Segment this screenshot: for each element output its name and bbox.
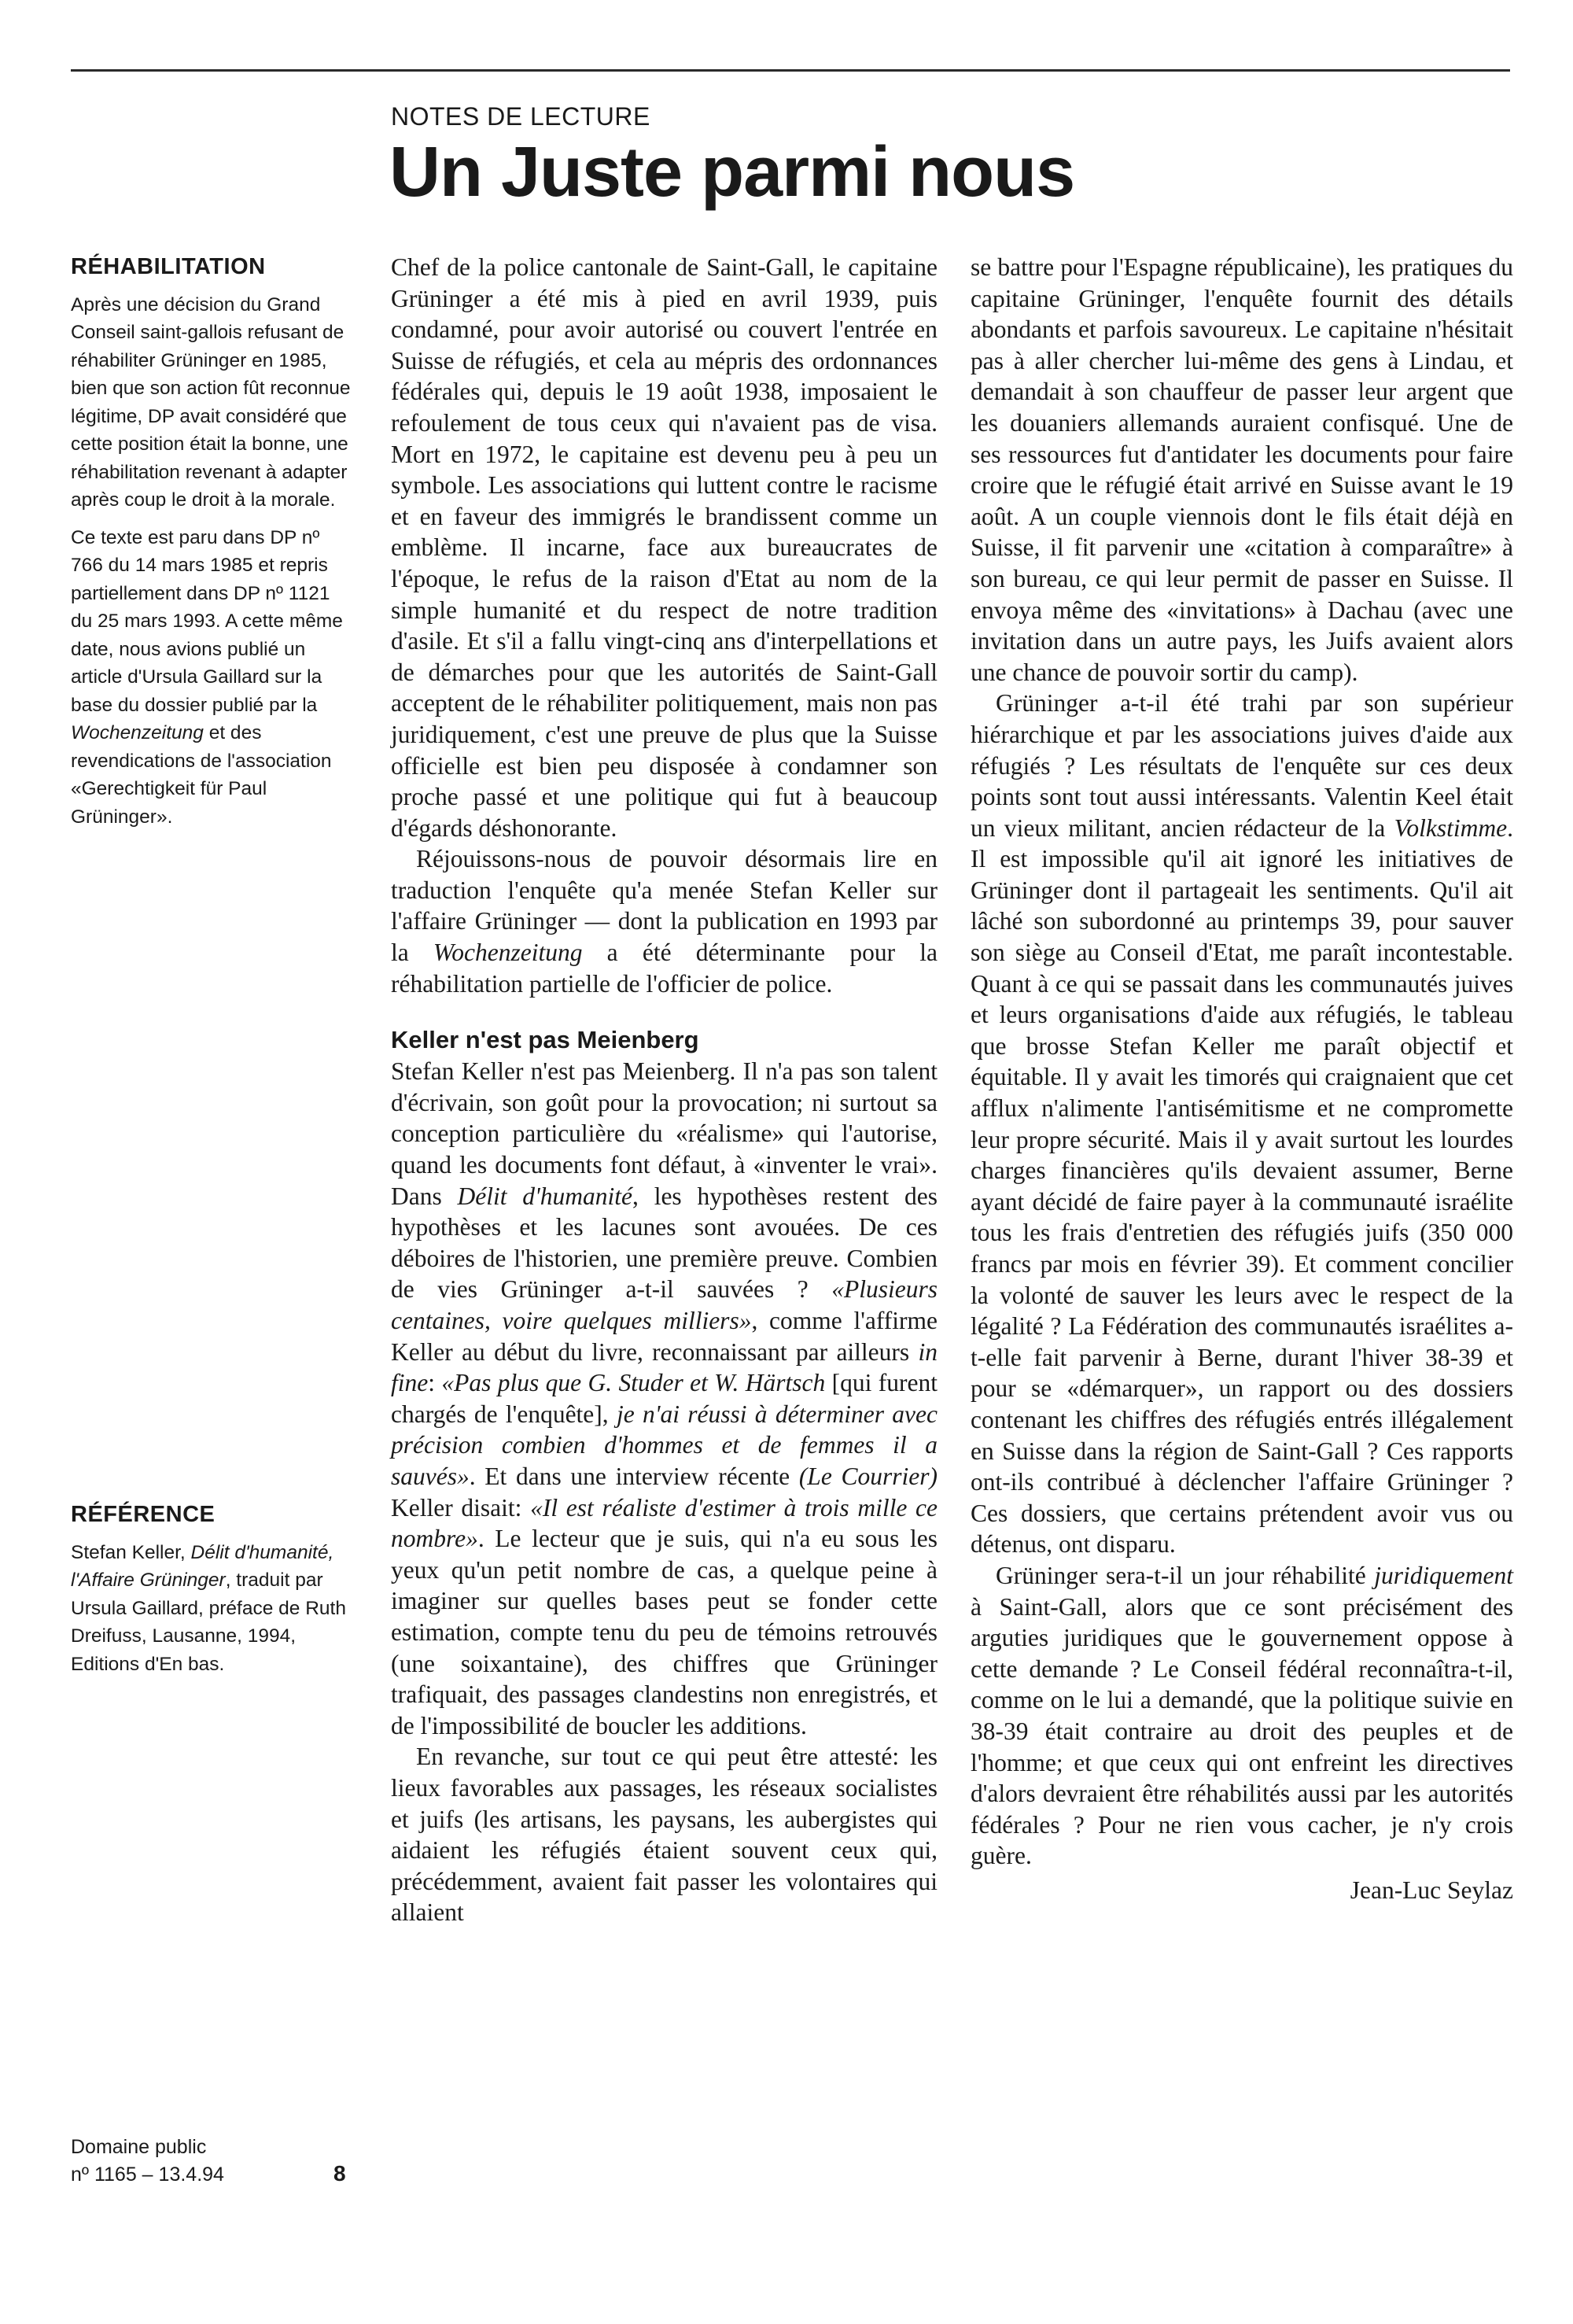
article-paragraph-2: Réjouissons-nous de pouvoir désormais lire en traduction l'enquête qu'a menée Stefan Keller sur l'affaire Grüninger — dont la publication en 1993 par la Wochenzeitung a été déterminante pour la réhabilitation partielle de l'officier de police. [391, 845, 938, 998]
issue-number: nº 1165 – 13.4.94 [71, 2164, 224, 2186]
page-number: 8 [333, 2161, 346, 2186]
rehabilitation-paragraph-1: Après une décision du Grand Conseil saint-gallois refusant de réhabiliter Grüninger en 1985, bien que son action fût reconnue légitime, DP avait considéré que cette position était la bonne, une réhabilitation revenant à adapter après coup le droit à la morale. [71, 293, 351, 511]
article-paragraph-6: Grüninger a-t-il été trahi par son supérieur hiérarchique et par les associations juives d'aide aux réfugiés ? Les résultats de l'enquête sur ces deux points sont tout aussi intéressants. Valentin Keel était un vieux militant, ancien rédacteur de la Volkstimme. Il est impossible qu'il ait ignoré les initiatives de Grüninger dont il partageait les sentiments. Qu'il ait lâché son subordonné au printemps 39, pour sauver son siège au Conseil d'Etat, me paraît incontestable. Quant à ce qui se passait dans les communautés juives et leurs organisations d'aide aux réfugiés, le tableau que brosse Stefan Keller me paraît objectif et équitable. Il y avait les timorés qui craignaient que cet afflux n'alimente l'antisémitisme et ne compromette leur propre sécurité. Mais il y avait surtout les lourdes charges financières qu'ils devaient assumer, Berne ayant décidé de faire payer à la communauté israélite tous les frais d'entretien des réfugiés juifs (350 000 francs par mois en février 39). Et comment concilier la volonté de sauver les leurs avec le respect de la légalité ? La Fédération des communautés israélites a-t-elle fait parvenir à Berne, durant l'hiver 38-39 et pour se «démarquer», un rapport ou des dossiers contenant les chiffres des réfugiés entrés illégalement en Suisse dans la région de Saint-Gall ? Ces rapports ont-ils contribué à déclencher l'affaire Grüninger ? Ces dossiers, que certains prétendent avoir vus ou détenus, ont disparu. [971, 689, 1513, 1559]
rehabilitation-paragraph-2: Ce texte est paru dans DP nº 766 du 14 mars 1985 et repris partiellement dans DP nº 1121 du 25 mars 1993. A cette même date, nous avions publié un article d'Ursula Gaillard sur la base du dossier publié par la Wochenzeitung et des revendications de l'association «Gerechtigkeit für Paul Grüninger». [71, 526, 343, 828]
footer-publication [71, 2134, 224, 2189]
section-kicker: NOTES DE LECTURE [391, 102, 650, 131]
reference-text: Stefan Keller, Délit d'humanité, l'Affaire Grüninger, traduit par Ursula Gaillard, préface de Ruth Dreifuss, Lausanne, 1994, Editions d'En bas. [71, 1541, 346, 1675]
article-column-2 [971, 252, 1513, 1905]
sidebar-reference [71, 1501, 354, 1688]
article-title: Un Juste parmi nous [389, 133, 1075, 212]
reference-heading: RÉFÉRENCE [71, 1502, 216, 1527]
author-signature: Jean-Luc Seylaz [1350, 1876, 1513, 1904]
article-paragraph-3: Stefan Keller n'est pas Meienberg. Il n'a pas son talent d'écrivain, son goût pour la provocation; ni surtout sa conception particulière du «réalisme» qui l'autorise, quand les documents font défaut, à «inventer le vrai». Dans Délit d'humanité, les hypothèses restent des hypothèses et les lacunes sont avouées. De ces déboires de l'historien, une première preuve. Combien de vies Grüninger a-t-il sauvées ? «Plusieurs centaines, voire quelques milliers», comme l'affirme Keller au début du livre, reconnaissant par ailleurs in fine: «Pas plus que G. Studer et W. Härtsch [qui furent chargés de l'enquête], je n'ai réussi à déterminer avec précision combien d'hommes et de femmes il a sauvés». Et dans une interview récente (Le Courrier) Keller disait: «Il est réaliste d'estimer à trois mille ce nombre». Le lecteur que je suis, qui n'a eu sous les yeux qu'un petit nombre de cas, a quelque peine à imaginer sur quelles bases peut se fonder cette estimation, compte tenu du peu de témoins retrouvés (une soixantaine), des chiffres que Grüninger trafiquait, des passages clandestins non enregistrés, et de l'impossibilité de boucler les additions. [391, 1057, 938, 1739]
article-paragraph-5: se battre pour l'Espagne républicaine), les pratiques du capitaine Grüninger, l'enquête fournit des détails abondants et parfois savoureux. Le capitaine n'hésitait pas à aller chercher lui-même des gens à Lindau, et demandait à son chauffeur de passer leur argent que les douaniers allemands auraient confisqué. Une de ses ressources fut d'antidater les documents pour faire croire que le réfugié était arrivé en Suisse avant le 19 août. A un couple viennois dont le fils était déjà en Suisse, il fit parvenir une «citation à comparaître» à son bureau, ce qui leur permit de passer en Suisse. Il envoya même des «invitations» à Dachau (avec une invitation dans un autre pays, les Juifs avaient alors une chance de pouvoir sortir du camp). [971, 253, 1513, 686]
article-paragraph-1: Chef de la police cantonale de Saint-Gall, le capitaine Grüninger a été mis à pied en avril 1939, puis condamné, pour avoir autorisé ou couvert l'entrée en Suisse de réfugiés, et cela au mépris des ordonnances fédérales qui, depuis le 19 août 1938, imposaient le refoulement de tous ceux qui n'avaient pas de visa. Mort en 1972, le capitaine est devenu peu à peu un symbole. Les associations qui luttent contre le racisme et en faveur des immigrés le brandissent comme un emblème. Il incarne, face aux bureaucrates de l'époque, le refus de la raison d'Etat au nom de la simple humanité et du respect de notre tradition d'asile. Et s'il a fallu vingt-cinq ans d'interpellations et de démarches pour que les autorités de Saint-Gall acceptent de le réhabiliter politiquement, mais non pas juridiquement, c'est une preuve de plus que la Suisse officielle est bien peu disposée à condamner son proche passé et une politique qui fut à beaucoup d'égards déshonorante. [391, 253, 938, 842]
article-paragraph-7: Grüninger sera-t-il un jour réhabilité juridiquement à Saint-Gall, alors que ce sont précisément des arguties juridiques que le gouvernement oppose à cette demande ? Le Conseil fédéral reconnaîtra-t-il, comme on le lui a demandé, que la politique suivie en 38-39 était contraire au droit des peuples et de l'homme; et que ceux qui ont enfreint les directives d'alors devraient être réhabilités aussi par les autorités fédérales ? Pour ne rien vous cacher, je n'y crois guère. [971, 1561, 1513, 1870]
top-rule [71, 69, 1510, 72]
article-paragraph-4: En revanche, sur tout ce qui peut être attesté: les lieux favorables aux passages, les réseaux socialistes et juifs (les artisans, les paysans, les aubergistes qui aidaient les réfugiés étaient souvent ceux qui, précédemment, avaient fait passer les volontaires qui allaient [391, 1743, 938, 1927]
article-column-1 [391, 252, 938, 1928]
publication-name: Domaine public [71, 2136, 207, 2158]
sidebar-rehabilitation [71, 253, 354, 840]
article-subheading: Keller n'est pas Meienberg [391, 1026, 699, 1054]
rehabilitation-heading: RÉHABILITATION [71, 254, 266, 279]
